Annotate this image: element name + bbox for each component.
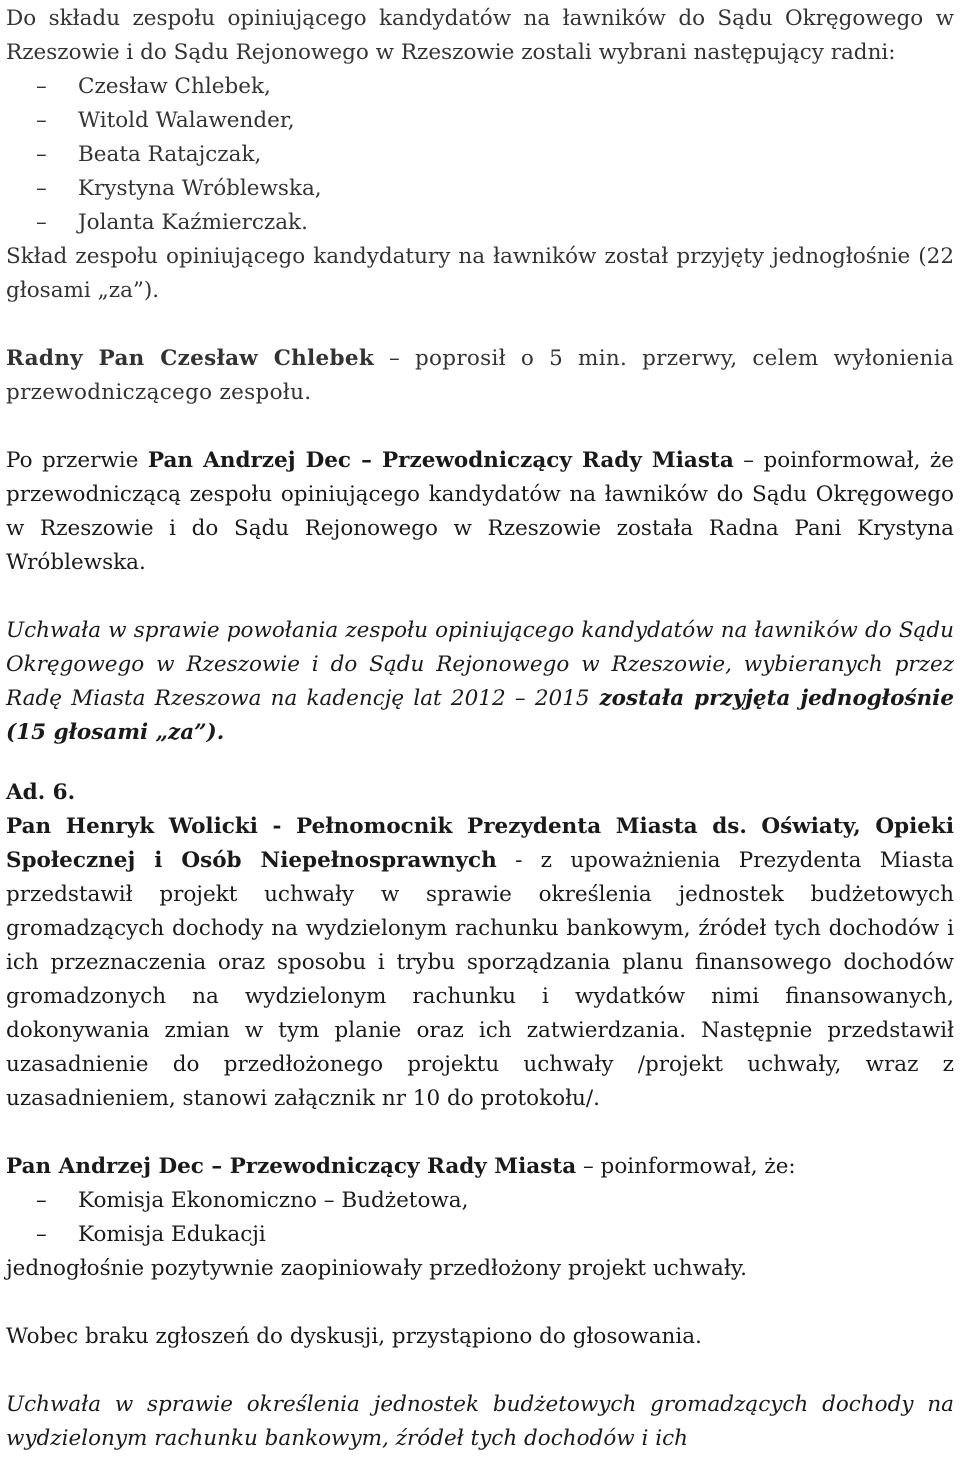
committees-list [6,1184,954,1252]
list-item: – Komisja Ekonomiczno – Budżetowa, [36,1188,469,1213]
agenda-item-heading: Ad. 6. [6,780,76,805]
paragraph-break-request: Radny Pan Czesław Chlebek – poprosił o 5 min. przerwy, celem wyłonienia przewodniczącego zespołu. [6,346,954,405]
resolution-2: Uchwała w sprawie określenia jednostek budżetowych gromadzących dochody na wydzielonym rachunku bankowym, źródeł tych dochodów i ich [6,1392,954,1451]
list-item: – Czesław Chlebek, [36,74,271,99]
speaker-name: Pan Henryk Wolicki - Pełnomocnik Prezydenta Miasta ds. Oświaty, Opieki Społecznej i Osób Niepełnosprawnych [6,814,954,873]
resolution-1: Uchwała w sprawie powołania zespołu opiniującego kandydatów na ławników do Sądu Okręgowego w Rzeszowie i do Sądu Rejonowego w Rzeszowie, wybieranych przez Radę Miasta Rzeszowa na kadencję lat 2012 – 2015 została przyjęta jednogłośnie (15 głosami „za”). [6,618,955,745]
list-item: – Beata Ratajczak, [36,142,262,167]
speaker-name: Pan Andrzej Dec – Przewodniczący Rady Miasta [6,1154,577,1179]
speaker-name: Radny Pan Czesław Chlebek [6,346,375,371]
paragraph-draft-presentation: Pan Henryk Wolicki - Pełnomocnik Prezydenta Miasta ds. Oświaty, Opieki Społecznej i Osób Niepełnosprawnych - z upoważnienia Prezydenta Miasta przedstawił projekt uchwały w sprawie określenia jednostek budżetowych gromadzących dochody na wydzielonym rachunku bankowym, źródeł tych dochodów i ich przeznaczenia oraz sposobu i trybu sporządzania planu finansowego dochodów gromadzonych na wydzielonym rachunku i wydatków nimi finansowanych, dokonywania zmian w tym planie oraz ich zatwierdzania. Następnie przedstawił uzasadnienie do przedłożonego projektu uchwały /projekt uchwały, wraz z uzasadnieniem, stanowi załącznik nr 10 do protokołu/. [6,814,954,1111]
paragraph-discussion: Wobec braku zgłoszeń do dyskusji, przystąpiono do głosowania. [6,1324,702,1349]
paragraph-composition-vote: Skład zespołu opiniującego kandydatury na ławników został przyjęty jednogłośnie (22 głosami „za”). [6,244,954,303]
paragraph-committees-intro: Pan Andrzej Dec – Przewodniczący Rady Miasta – poinformował, że: [6,1154,796,1179]
list-item: – Jolanta Kaźmierczak. [36,210,308,235]
paragraph-committees-opinion: jednogłośnie pozytywnie zaopiniowały przedłożony projekt uchwały. [6,1256,747,1281]
list-item: – Krystyna Wróblewska, [36,176,322,201]
list-item: – Witold Walawender, [36,108,295,133]
list-item: – Komisja Edukacji [36,1222,266,1247]
paragraph-chair-announcement: Po przerwie Pan Andrzej Dec – Przewodniczący Rady Miasta – poinformował, że przewodniczącą zespołu opiniującego kandydatów na ławników do Sądu Okręgowego w Rzeszowie i do Sądu Rejonowego w Rzeszowie została Radna Pani Krystyna Wróblewska. [6,448,954,575]
speaker-name: Pan Andrzej Dec – Przewodniczący Rady Miasta [147,448,734,473]
councillors-list [6,70,954,240]
paragraph-composition-intro: Do składu zespołu opiniującego kandydatów na ławników do Sądu Okręgowego w Rzeszowie i do Sądu Rejonowego w Rzeszowie zostali wybrani następujący radni: [6,6,954,65]
